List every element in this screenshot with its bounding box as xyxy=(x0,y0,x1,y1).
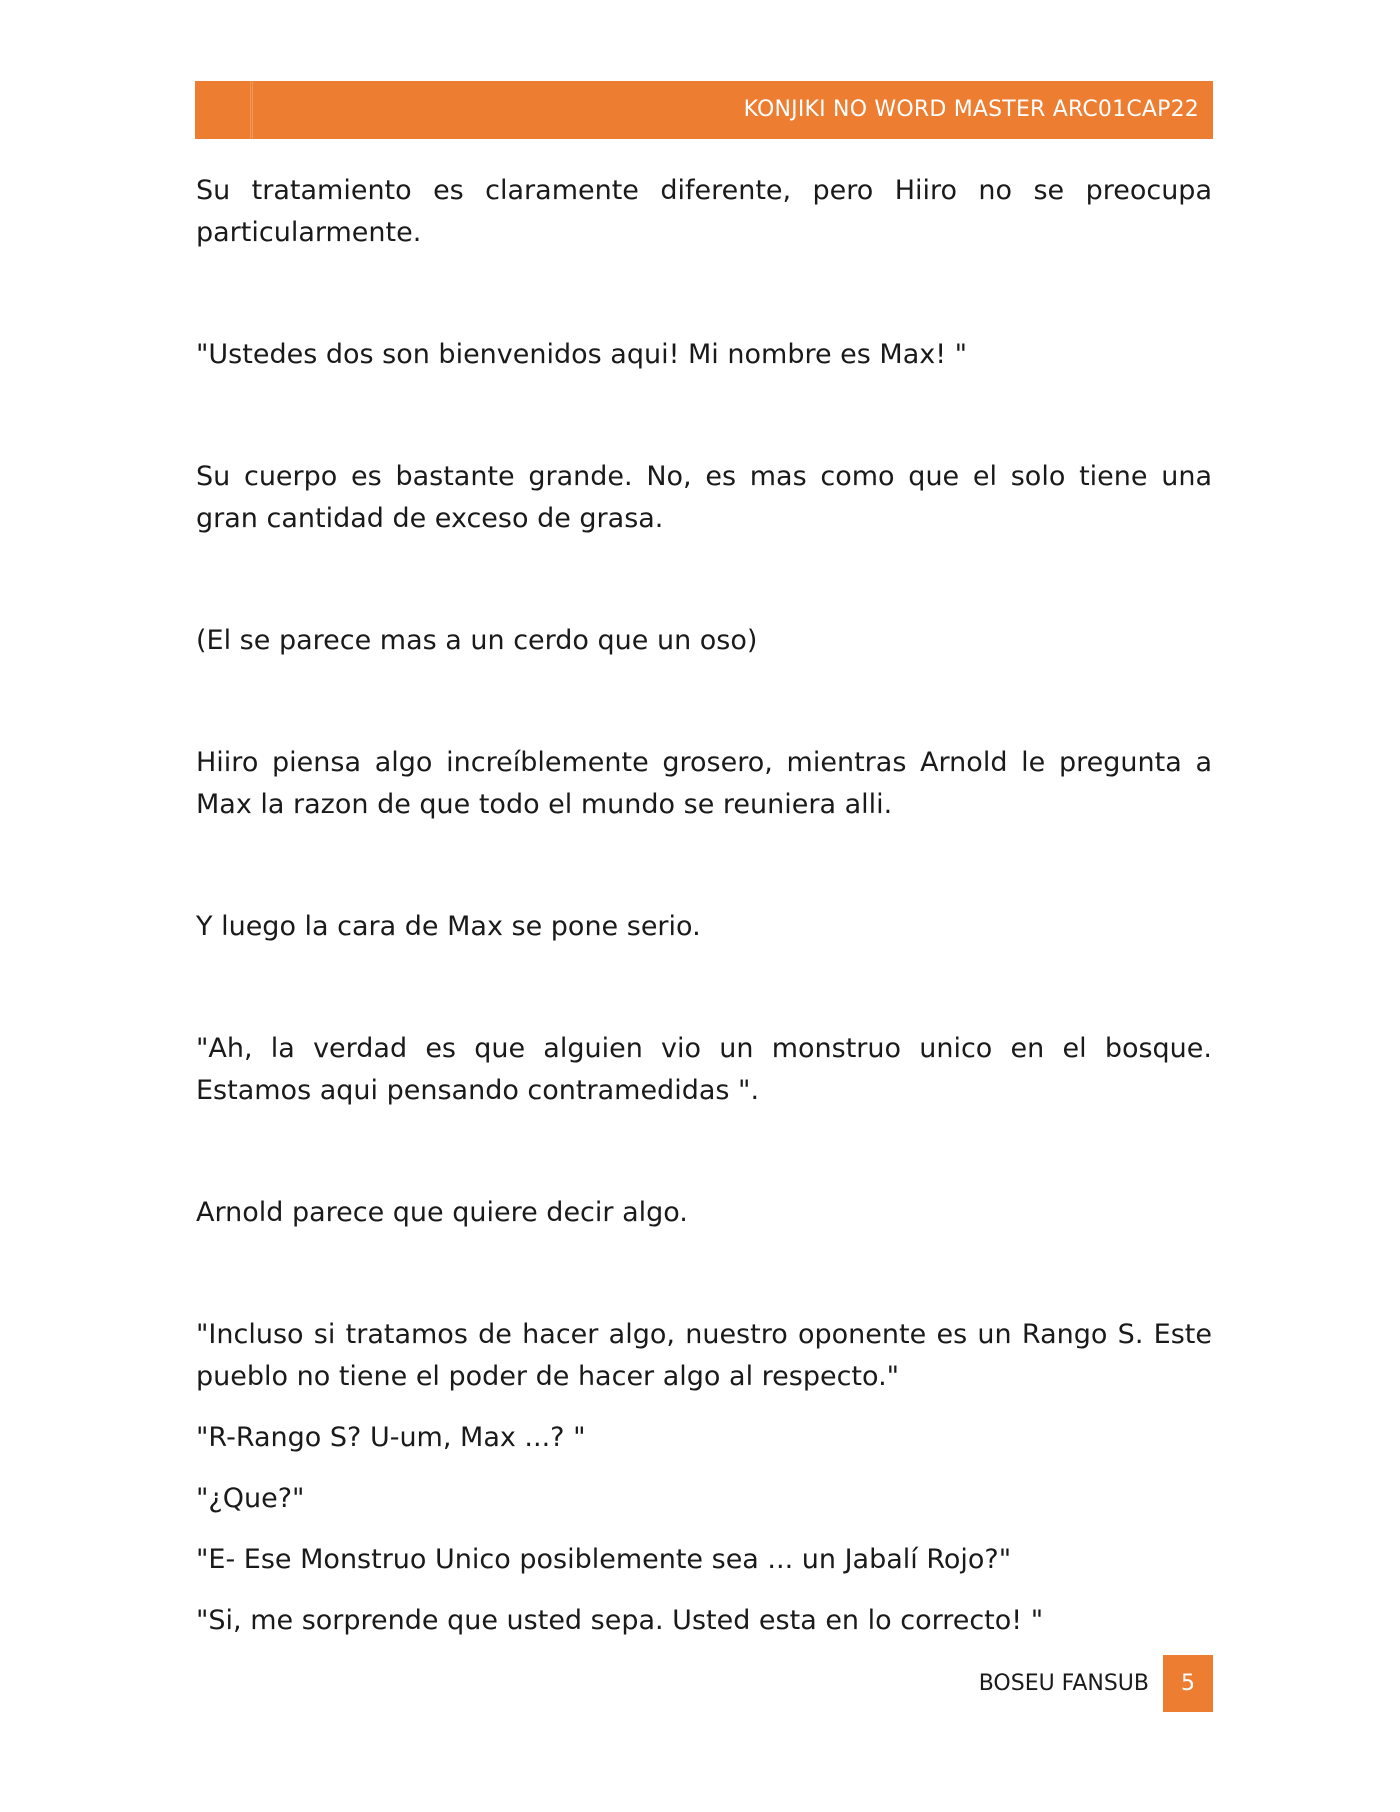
paragraph: Su tratamiento es claramente diferente, pero Hiiro no se preocupa particularmente. xyxy=(196,175,1212,248)
header-divider xyxy=(252,81,253,139)
paragraph: Y luego la cara de Max se pone serio. xyxy=(196,911,701,942)
paragraph: "E- Ese Monstruo Unico posiblemente sea ... un Jabalí Rojo?" xyxy=(196,1544,1012,1575)
paragraph: (El se parece mas a un cerdo que un oso) xyxy=(196,625,758,656)
footer-label: BOSEU FANSUB xyxy=(978,1671,1149,1696)
paragraph: Arnold parece que quiere decir algo. xyxy=(196,1197,688,1228)
paragraph: Su cuerpo es bastante grande. No, es mas como que el solo tiene una gran cantidad de exceso de grasa. xyxy=(196,461,1212,534)
paragraph: "Si, me sorprende que usted sepa. Usted esta en lo correcto! " xyxy=(196,1605,1044,1636)
paragraph: "Incluso si tratamos de hacer algo, nuestro oponente es un Rango S. Este pueblo no tiene el poder de hacer algo al respecto." xyxy=(196,1319,1212,1392)
paragraph: "Ustedes dos son bienvenidos aqui! Mi nombre es Max! " xyxy=(196,339,968,370)
paragraph: "¿Que?" xyxy=(196,1483,305,1514)
header-bar xyxy=(195,81,1213,139)
header-divider xyxy=(250,81,251,139)
paragraph: "Ah, la verdad es que alguien vio un monstruo unico en el bosque. Estamos aqui pensando contramedidas ". xyxy=(196,1033,1212,1106)
header-title: KONJIKI NO WORD MASTER ARC01CAP22 xyxy=(743,97,1199,122)
paragraph: Hiiro piensa algo increíblemente grosero, mientras Arnold le pregunta a Max la razon de que todo el mundo se reuniera alli. xyxy=(196,747,1212,820)
page-number: 5 xyxy=(1163,1655,1213,1712)
paragraph: "R-Rango S? U-um, Max ...? " xyxy=(196,1422,586,1453)
